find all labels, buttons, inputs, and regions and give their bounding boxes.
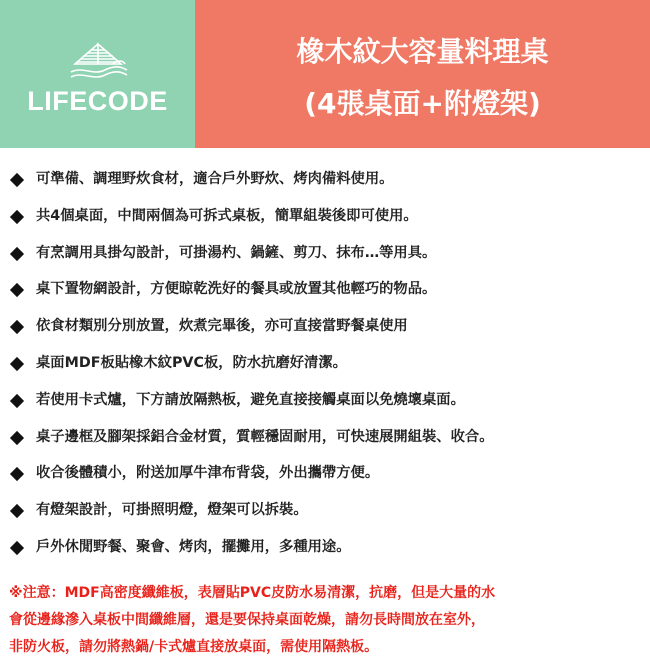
feature-text: 桌面MDF板貼橡木紋PVC板，防水抗磨好清潔。 [36,354,347,371]
diamond-bullet-icon [10,283,24,297]
feature-item [0,163,650,200]
feature-text: 可準備、調理野炊食材，適合戶外野炊、烤肉備料使用。 [36,171,394,187]
feature-text: 戶外休閒野餐、聚會、烤肉，擺攤用，多種用途。 [36,538,351,555]
diamond-bullet-icon [10,394,24,408]
feature-item [0,237,650,274]
title-panel [195,0,650,148]
diamond-bullet-icon [10,247,24,261]
feature-item [0,347,650,384]
feature-item [0,273,650,310]
feature-text: 桌下置物網設計，方便晾乾洗好的餐具或放置其他輕巧的物品。 [36,281,437,298]
feature-text: 收合後體積小，附送加厚牛津布背袋，外出攜帶方便。 [36,465,380,482]
notice-line: 非防火板，請勿將熱鍋/卡式爐直接放桌面，需使用隔熱板。 [9,639,379,655]
notice-line: ※注意：MDF高密度纖維板，表層貼PVC皮防水易清潔，抗磨，但是大量的水 [9,585,496,601]
product-title: 橡木紋大容量料理桌 [296,35,549,68]
diamond-bullet-icon [10,210,24,224]
diamond-bullet-icon [10,357,24,371]
feature-item [0,384,650,421]
diamond-bullet-icon [10,320,24,334]
feature-item [0,421,650,458]
feature-list [0,163,650,568]
diamond-bullet-icon [10,467,24,481]
feature-item [0,494,650,531]
feature-item [0,200,650,237]
feature-text: 依食材類別分別放置，炊煮完畢後，亦可直接當野餐桌使用 [36,318,408,335]
care-notice [9,580,641,661]
feature-text: 若使用卡式爐，下方請放隔熱板，避免直接接觸桌面以免燒壞桌面。 [36,391,465,408]
diamond-bullet-icon [10,541,24,555]
header [0,0,650,148]
diamond-bullet-icon [10,173,24,187]
feature-text: 桌子邊框及腳架採鋁合金材質，質輕穩固耐用，可快速展開組裝、收合。 [36,428,494,445]
notice-line: 會從邊緣滲入桌板中間纖維層，還是要保持桌面乾燥，請勿長時間放在室外， [9,612,485,628]
feature-text: 共4個桌面，中間兩個為可拆式桌板，簡單組裝後即可使用。 [36,207,418,224]
diamond-bullet-icon [10,431,24,445]
feature-item [0,457,650,494]
feature-item [0,310,650,347]
lifecode-logo-icon [63,40,133,84]
brand-name: LIFECODE [27,86,168,116]
feature-text: 有烹調用具掛勾設計，可掛湯杓、鍋鏟、剪刀、抹布…等用具。 [36,244,437,261]
brand-panel [0,0,195,148]
product-subtitle: (4張桌面+附燈架) [304,87,541,120]
feature-text: 有燈架設計，可掛照明燈，燈架可以拆裝。 [36,502,308,519]
feature-item [0,531,650,568]
diamond-bullet-icon [10,504,24,518]
